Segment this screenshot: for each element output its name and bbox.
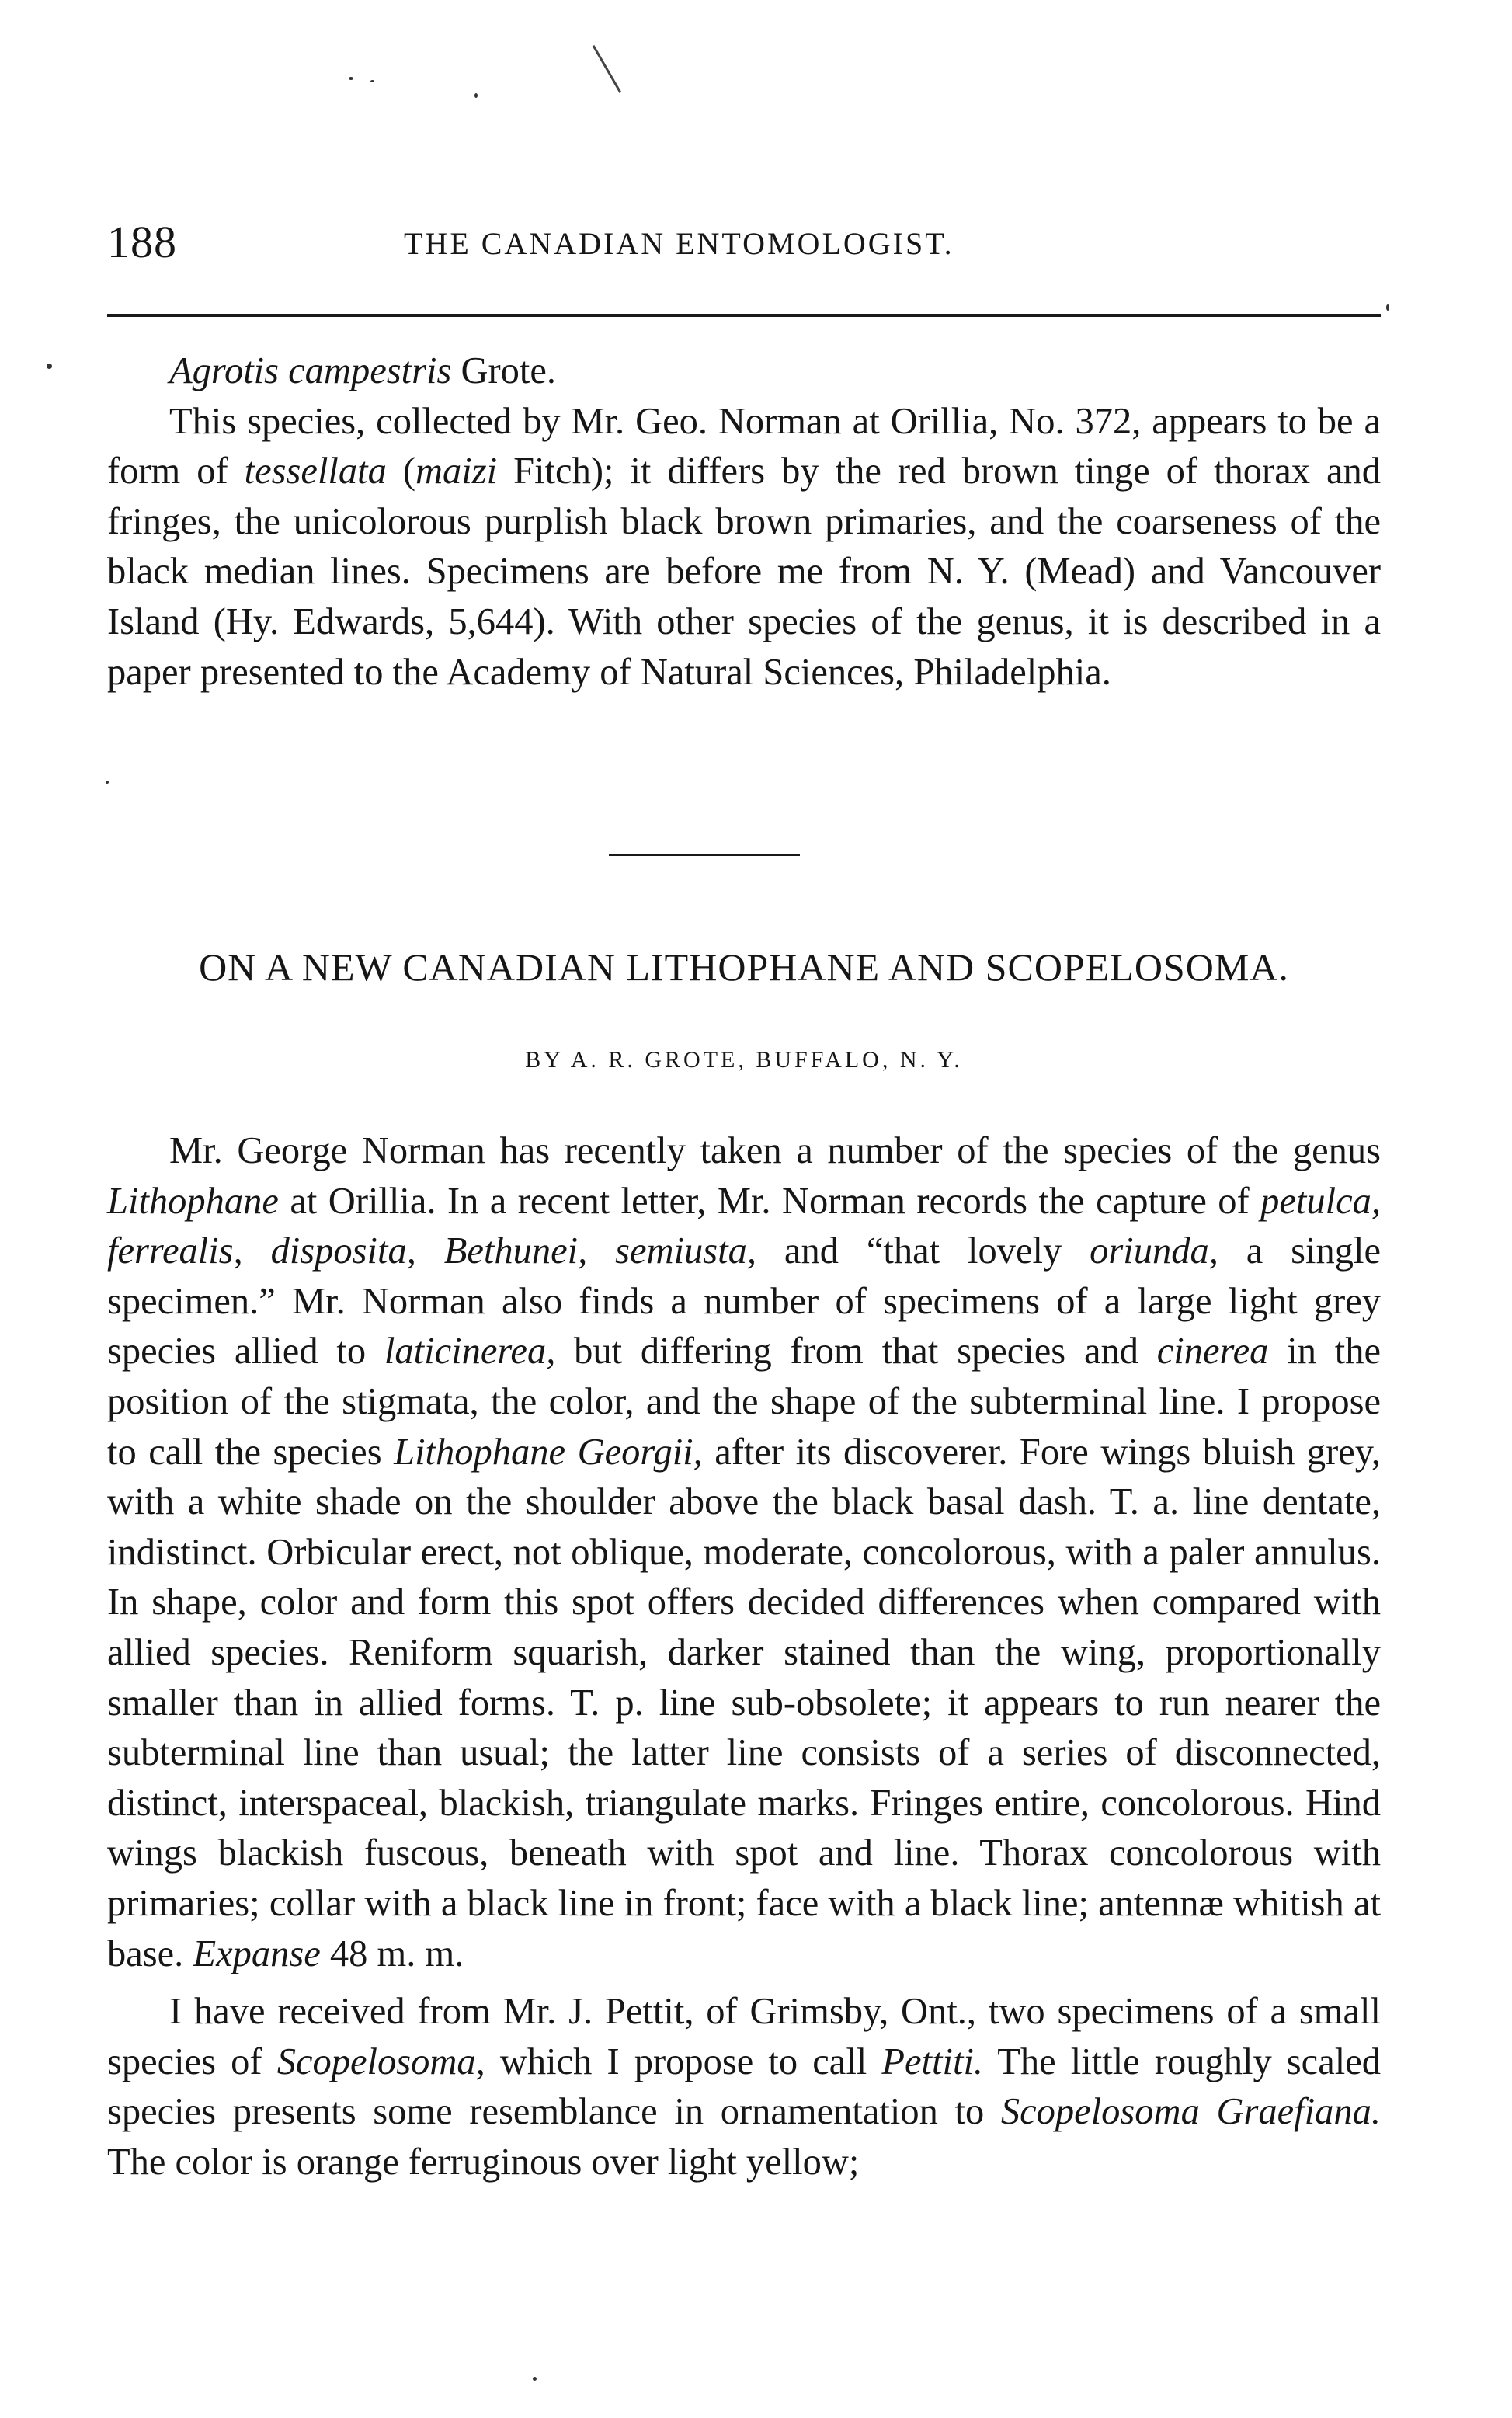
header-rule [107, 314, 1381, 317]
running-title: THE CANADIAN ENTOMOLOGIST. [404, 226, 954, 261]
text-run: I have received from Mr. J. Pettit, of Grimsby, Ont., two specimens of a small species of [107, 1991, 1381, 2082]
italic-run: oriunda, [1090, 1230, 1218, 1272]
italic-run: Lithophane [107, 1180, 279, 1222]
text-run: Fitch); it differs by the red brown tinge of thorax and fringes, the unicolorous purplish black brown primaries, and the coarseness of the black median lines. Specimens are before me from N. Y. (Mead) and Vancouver Island (Hy. Edwards, 5,644). With other species of the genus, it is described in a paper presented to the Academy of Natural Sciences, Philadelphia. [107, 451, 1381, 693]
text-run: Mr. George Norman has recently taken a number of the species of the genus [169, 1130, 1381, 1171]
italic-run: petulca, ferrealis, disposita, Bethunei, semiusta, [107, 1180, 1381, 1272]
ink-stroke [593, 45, 622, 93]
species-note-heading [107, 346, 1381, 397]
text-run: a single specimen.” Mr. Norman also finds a number of specimens of a large light grey species allied to [107, 1230, 1381, 1373]
article-byline: BY A. R. GROTE, BUFFALO, N. Y. [525, 1047, 963, 1073]
ink-speck [533, 2377, 537, 2381]
text-run: at Orillia. In a recent letter, Mr. Norman records the capture of [278, 1180, 1261, 1222]
text-run: after its discoverer. Fore wings bluish grey, with a white shade on the shoulder above the black basal dash. T. a. line dentate, indistinct. Orbicular erect, not oblique, moderate, concolorous, with a paler annulus. In shape, color and form this spot offers decided differences when compared with allied species. Reniform squarish, darker stained than the wing, proportionally smaller than in allied forms. T. p. line sub-obsolete; it appears to run nearer the subterminal line than usual; the latter line consists of a series of disconnected, distinct, interspaceal, blackish, triangulate marks. Fringes entire, concolorous. Hind wings blackish fuscous, beneath with spot and line. Thorax concolorous with primaries; collar with a black line in front; face with a black line; antennæ whitish at base. [107, 1431, 1381, 1974]
ink-speck [474, 93, 478, 98]
ink-speck [1386, 304, 1389, 311]
species-note-paragraph [107, 397, 1381, 698]
text-run: in the position of the stigmata, the color, and the shape of the subterminal line. I propose to call the species [107, 1331, 1381, 1473]
ink-speck [106, 781, 109, 784]
text-run: The color is orange ferruginous over light yellow; [107, 2141, 860, 2183]
page-number: 188 [107, 217, 177, 267]
italic-run: laticinerea, [384, 1331, 556, 1373]
text-run: 48 m. m. [320, 1933, 464, 1974]
species-name: Agrotis campestris [169, 350, 452, 391]
species-note [107, 346, 1381, 698]
italic-run: cinerea [1156, 1331, 1269, 1373]
text-run: This species, collected by Mr. Geo. Norman at Orillia, No. 372, appears to be a form of [107, 400, 1381, 492]
italic-run: tessellata [244, 451, 387, 492]
article-body [107, 1126, 1381, 2187]
text-run: ( [386, 451, 416, 492]
italic-run: Scopelosoma, [276, 2041, 485, 2082]
section-divider [609, 854, 800, 856]
italic-run: Lithophane Georgii, [394, 1431, 703, 1473]
ink-speck [349, 77, 353, 80]
species-author: Grote. [461, 350, 556, 391]
text-run: but differing from that species and [555, 1331, 1157, 1373]
text-run: which I propose to call [485, 2041, 882, 2082]
italic-run: Scopelosoma Graefiana. [1000, 2091, 1381, 2133]
article-paragraph-2 [107, 1987, 1381, 2187]
article-title: ON A NEW CANADIAN LITHOPHANE AND SCOPELOSOMA. [199, 945, 1289, 989]
text-run: and “that lovely [756, 1230, 1090, 1272]
ink-speck [370, 80, 374, 82]
text-run: The little roughly scaled species presents some resemblance in ornamentation to [107, 2041, 1381, 2133]
ink-speck [47, 364, 52, 369]
page-header [101, 208, 1375, 278]
italic-run: Pettiti. [881, 2041, 984, 2082]
italic-run: Expanse [193, 1933, 321, 1974]
italic-run: maizi [415, 451, 498, 492]
article-paragraph-1 [107, 1126, 1381, 1979]
